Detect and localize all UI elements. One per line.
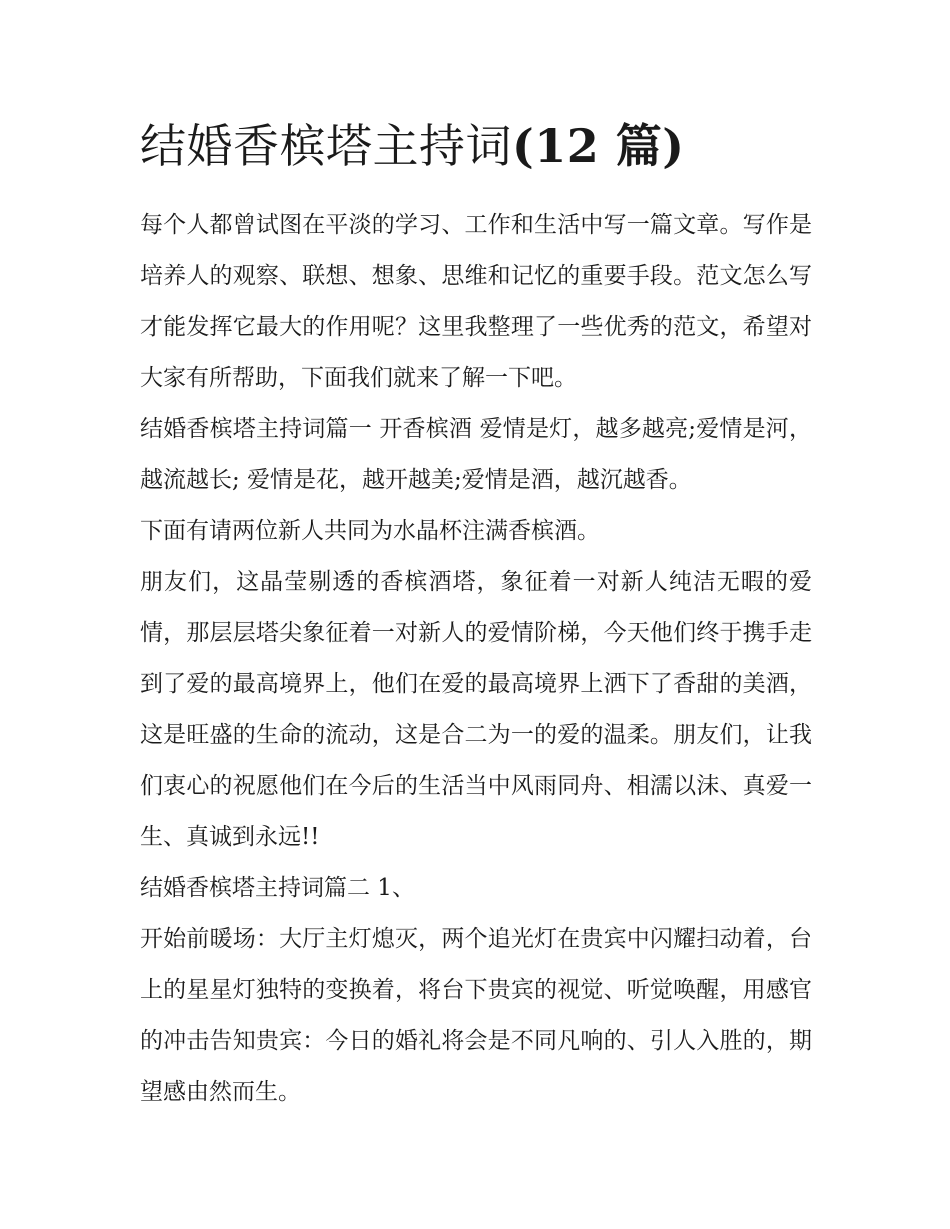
paragraph-section-one: 结婚香槟塔主持词篇一 开香槟酒 爱情是灯，越多越亮;爱情是河，越流越长; 爱情是花，越开越美;爱情是酒，越沉越香。: [140, 416, 812, 493]
paragraph-intro: 每个人都曾试图在平淡的学习、工作和生活中写一篇文章。写作是培养人的观察、联想、想象、思维和记忆的重要手段。范文怎么写才能发挥它最大的作用呢？这里我整理了一些优秀的范文，希望对大家有所帮助，下面我们就来了解一下吧。: [140, 212, 812, 391]
title-main: 结婚香槟塔主持词: [140, 119, 512, 173]
document-body: [140, 200, 812, 1118]
paragraph-blessing: 朋友们，这晶莹剔透的香槟酒塔，象征着一对新人纯洁无暇的爱情，那层层塔尖象征着一对新人的爱情阶梯，今天他们终于携手走到了爱的最高境界上，他们在爱的最高境界上洒下了香甜的美酒，这是旺盛的生命的流动，这是合二为一的爱的温柔。朋友们，让我们衷心的祝愿他们在今后的生活当中风雨同舟、相濡以沫、真爱一生、真诚到永远!!: [140, 569, 812, 850]
paragraph-section-two-heading: 结婚香槟塔主持词篇二 1、: [140, 875, 415, 901]
paragraph-invitation: 下面有请两位新人共同为水晶杯注满香槟酒。: [140, 518, 600, 544]
document-page: [140, 112, 812, 1118]
document-title: [140, 112, 812, 180]
paragraph-warmup: 开始前暖场：大厅主灯熄灭，两个追光灯在贵宾中闪耀扫动着，台上的星星灯独特的变换着，将台下贵宾的视觉、听觉唤醒，用感官的冲击告知贵宾：今日的婚礼将会是不同凡响的、引人入胜的，期望感由然而生。: [140, 926, 812, 1105]
title-suffix: (12 篇): [512, 119, 685, 173]
